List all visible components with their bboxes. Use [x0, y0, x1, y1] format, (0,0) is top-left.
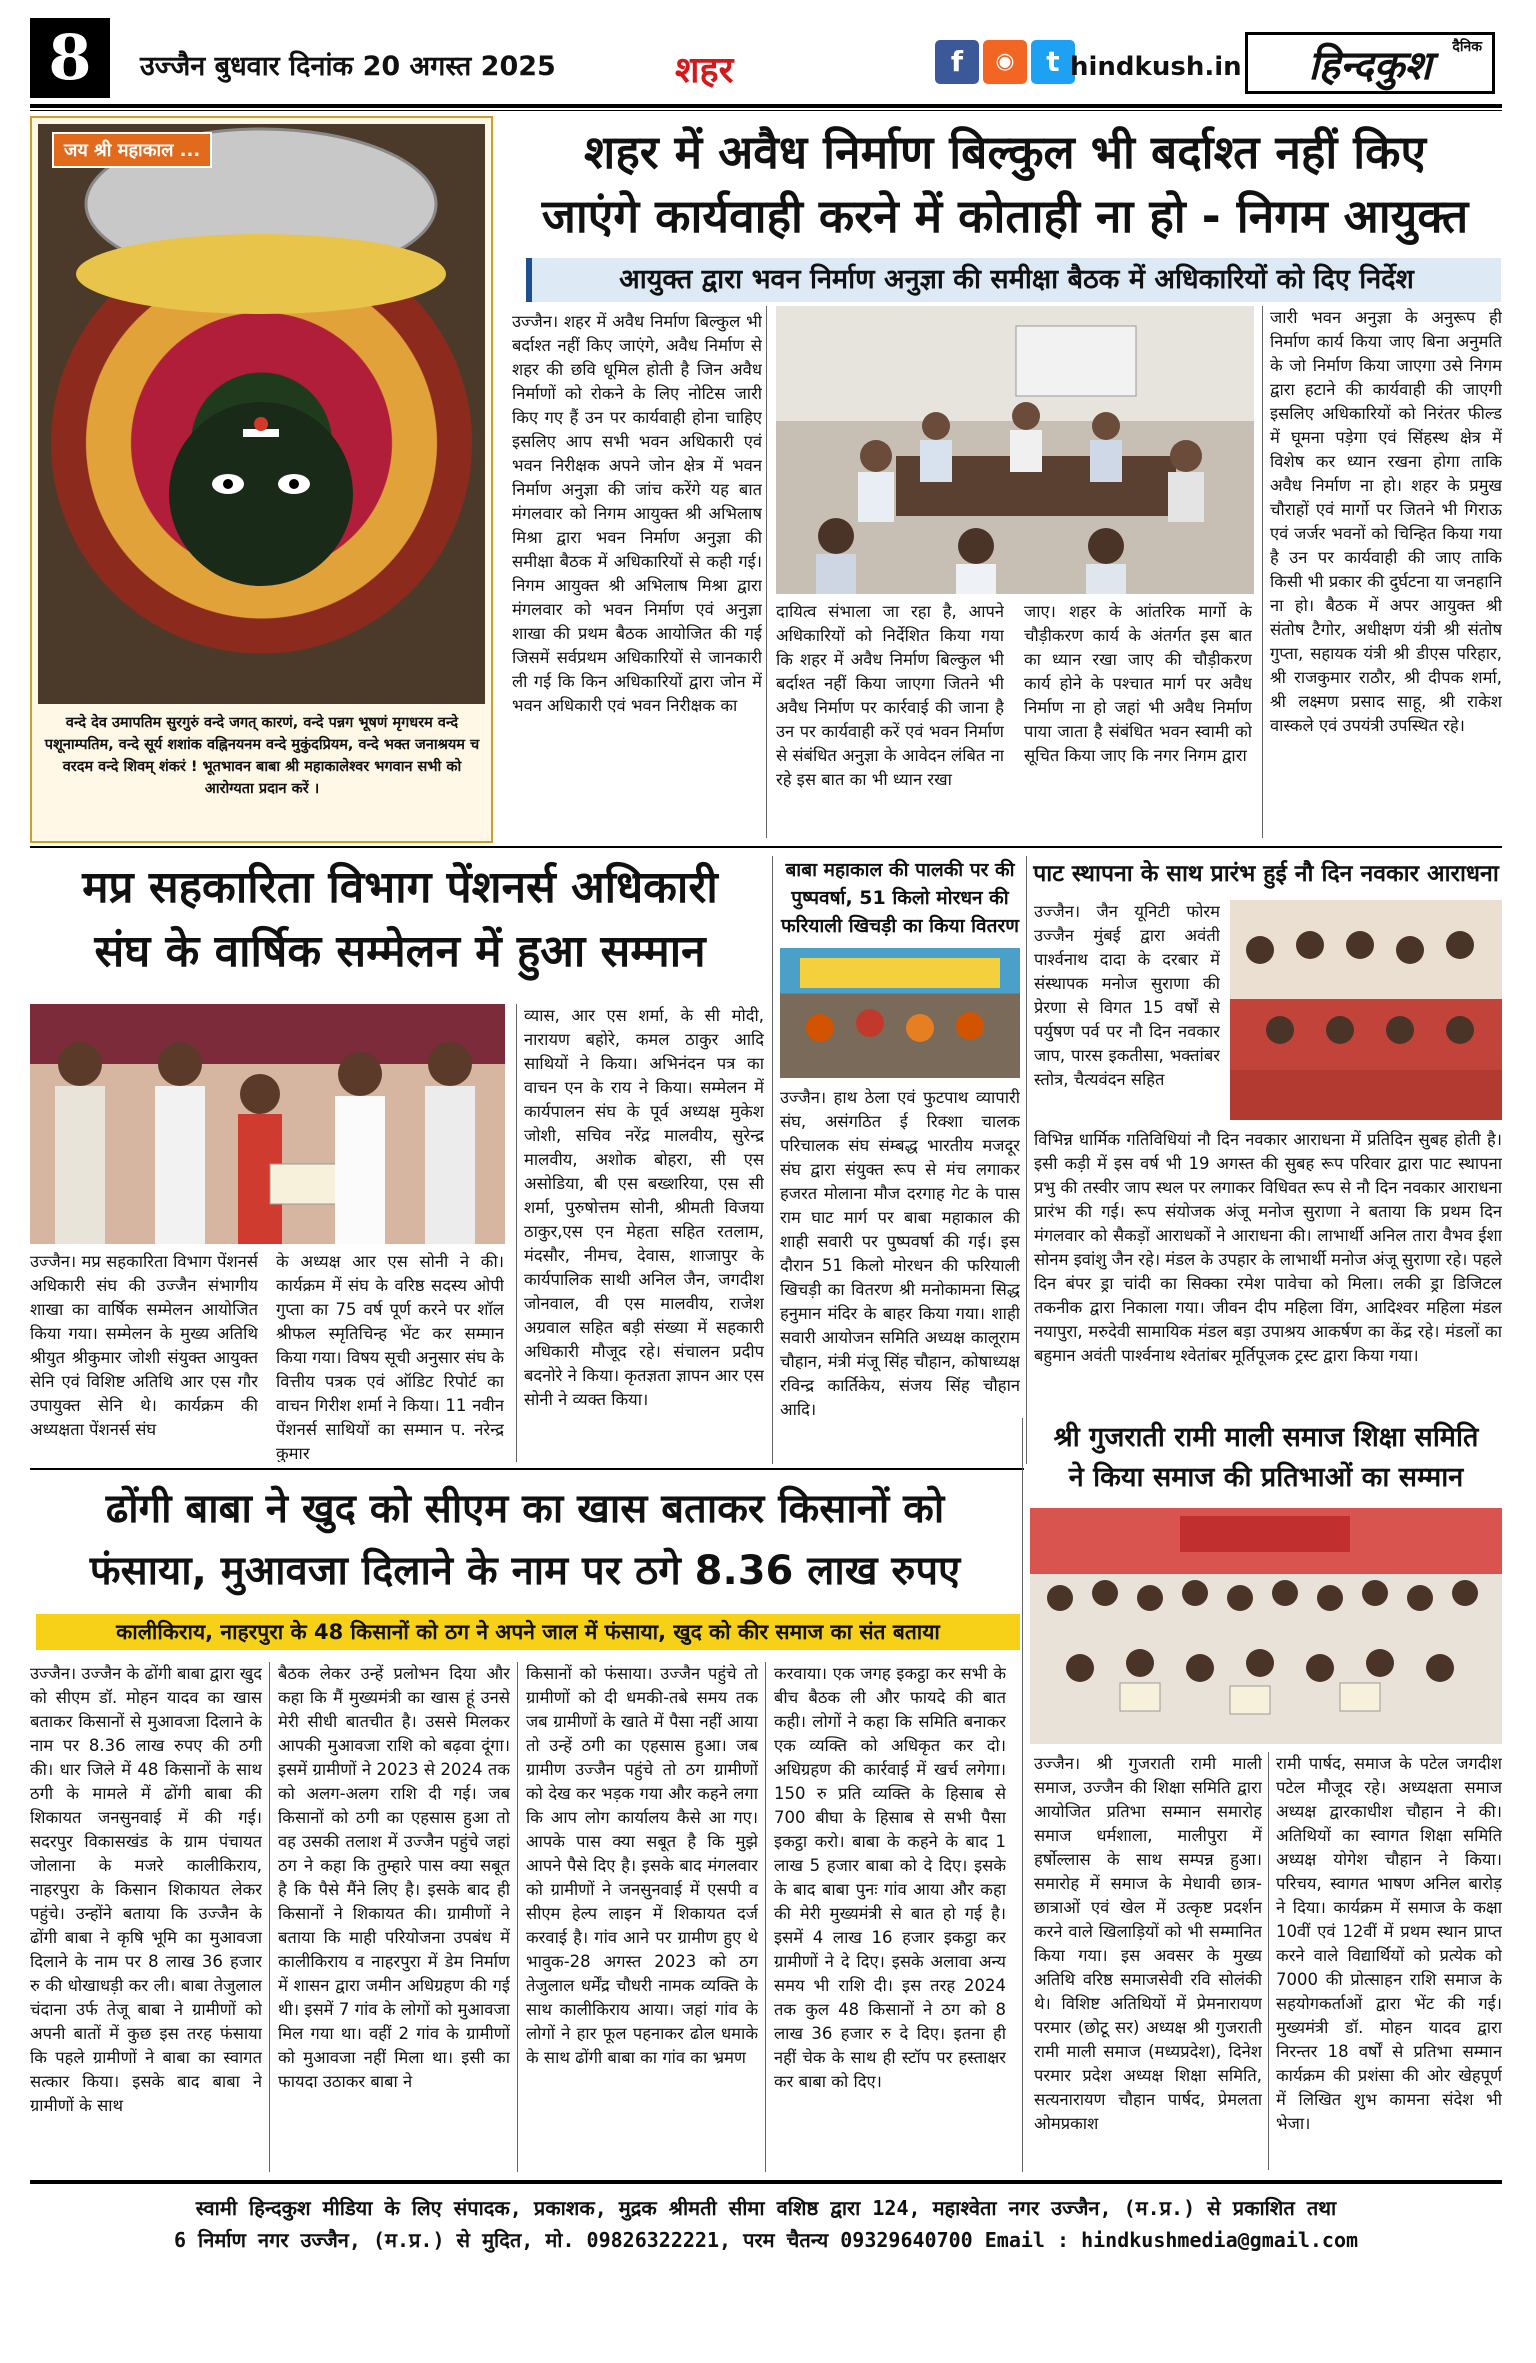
divider	[766, 306, 767, 838]
divider	[1262, 306, 1263, 838]
navkar-body: विभिन्न धार्मिक गतिविधियां नौ दिन नवकार आराधना में प्रतिदिन सुबह होती है। इसी कड़ी में इस वर्ष भी 19 अगस्त की सुबह रूप परिवार द्वारा पाट स्थापना प्रभु की तस्वीर जाप स्थल पर लगाकर विधिवत रूप से नौ दिन नवकार आराधना प्रारंभ की गई। रूप संयोजक अंजू मनोज सुराणा ने बताया कि प्रथम दिन मंगलवार को सैकड़ों आराधकों ने आराधना की। लाभार्थी अनिल तारा वैभव ईशा सोनम इवांशु जैन रहे। मंडल के उपहार के लाभार्थी मनोज अंजू सुराणा रहे। पहले दिन बंपर ड्रा चांदी का सिक्का रमेश पावेचा को मिला। लकी ड्रा डिजिटल तकनीक द्वारा निकाला गया। जीवन दीप महिला विंग, आदिश्वर महिला मंडल नयापुरा, मरुदेवी सामायिक मंडल बड़ा उपाश्रय आकर्षण का केंद्र रहे। मंडलों का बहुमान अवंती पार्श्वनाथ श्वेतांबर मूर्तिपूजक ट्रस्ट द्वारा किया गया।	[1034, 1130, 1502, 1365]
mali-col-1: उज्जैन। श्री गुजराती रामी माली समाज, उज्जैन की शिक्षा समिति द्वारा आयोजित प्रतिभा सम्मान समारोह समाज धर्मशाला, मालीपुरा में हर्षोल्लास के साथ सम्पन्न हुआ। समारोह में समाज के मेधावी छात्र-छात्राओं एवं खेल में उत्कृष्ट प्रदर्शन करने वाले खिलाड़ियों को भी सम्मानित किया गया। इस अवसर के मुख्य अतिथि वरिष्ठ समाजसेवी रवि सोलंकी थे। विशिष्ट अतिथियों में प्रेमनारायण परमार (छोटू सर) अध्यक्ष श्री गुजराती रामी माली समाज (मध्यप्रदेश), दिनेश परमार प्रदेश अध्यक्ष शिक्षा समिति, सत्यनारायण चौहान पार्षद, प्रेमलता ओमप्रकाश	[1034, 1754, 1262, 2133]
pension-photo	[30, 1004, 505, 1244]
baba-col-2: बैठक लेकर उन्हें प्रलोभन दिया और कहा कि मैं मुख्यमंत्री का खास हूं उनसे मेरी सीधी बातचीत है। उससे मिलकर आपकी मुआवजा राशि को बढ़वा दूंगा। इसमें ग्रामीणों ने 2023 से 2024 तक को अलग-अलग राशि दी गई। जब किसानों को ठगी का एहसास हुआ तो वह उसकी तलाश में उज्जैन पहुंचे जहां ठग ने कहा कि तुम्हारे पास क्या सबूत है कि पैसे मैंने लिए है। इसके बाद ही किसानों ने शिकायत की। ग्रामीणों ने बताया कि माही परियोजना उपबंध में कालीकिराय व नाहरपुरा में डेम निर्माण में शासन द्वारा जमीन अधिग्रहण की गई थी। इसमें 7 गांव के लोगों को मुआवजा मिल गया था। वहीं 2 गांव के ग्रामीणों को मुआवजा नहीं मिला था। इसी का फायदा उठाकर बाबा ने	[278, 1664, 510, 2091]
pension-headline-1: मप्र सहकारिता विभाग पेंशनर्स अधिकारी	[82, 862, 718, 913]
section-title: शहर	[675, 50, 734, 91]
meeting-illustration	[776, 306, 1254, 594]
mali-headline-2: ने किया समाज की प्रतिभाओं का सम्मान	[1068, 1462, 1464, 1493]
palki-headline: बाबा महाकाल की पालकी पर की पुष्पवर्षा, 51 किलो मोरधन की फरियाली खिचड़ी का किया वितरण	[781, 859, 1019, 937]
pension-headline-2: संघ के वार्षिक सम्मेलन में हुआ सम्मान	[94, 926, 706, 977]
pension-col-1: उज्जैन। मप्र सहकारिता विभाग पेंशनर्स अधिकारी संघ की उज्जैन संभागीय शाखा का वार्षिक सम्मेलन आयोजित किया गया। सम्मेलन के मुख्य अतिथि श्रीयुत श्रीकुमार जोशी संयुक्त आयुक्त सेनि एवं विशिष्ट अतिथि आर एस गौर उपायुक्त सेनि थे। कार्यक्रम की अध्यक्षता पेंशनर्स संघ	[30, 1252, 258, 1439]
section-rule	[30, 1468, 1024, 1470]
edition-date: उज्जैन बुधवार दिनांक 20 अगस्त 2025	[140, 51, 556, 82]
divider	[517, 1662, 518, 2172]
logo-tagline: दैनिक	[1452, 39, 1482, 55]
footer-line-2: 6 निर्माण नगर उज्जैन, (म.प्र.) से मुदित, मो. 09826322221, परम चैतन्य 09329640700 Email : hindkushmedia@gmail.com	[173, 2228, 1359, 2252]
mahakal-illustration	[38, 124, 485, 704]
mali-photo	[1030, 1508, 1502, 1744]
divider	[1022, 1418, 1023, 2172]
navkar-col-1: उज्जैन। जैन यूनिटी फोरम उज्जैन मुंबई द्वारा अवंती पार्श्वनाथ दादा के दरबार में संस्थापक मनोज सुराणा की प्रेरणा से विगत 15 वर्षों से पर्युषण पर्व पर नौ दिन नवकार जाप, पारस इकतीसा, भक्तांबर स्तोत्र, चैत्यवंदन सहित	[1034, 902, 1220, 1089]
navkar-illustration	[1230, 900, 1502, 1120]
baba-col-1: उज्जैन। उज्जैन के ढोंगी बाबा द्वारा खुद को सीएम डॉ. मोहन यादव का खास बताकर किसानों से मुआवजा दिलाने के नाम पर 8.36 लाख रुपए की ठगी की। धार जिले में 48 किसानों के साथ ठगी के मामले में ढोंगी बाबा की शिकायत जनसुनवाई में की गई। सदरपुर विकासखंड के ग्राम पंचायत जोलाना के मजरे कालीकिराय, नाहरपुरा के किसान शिकायत लेकर पहुंचे। उन्होंने बताया कि उज्जैन के ढोंगी बाबा ने कृषि भूमि का मुआवजा दिलाने के नाम पर 8 लाख 36 हजार रु की धोखाधड़ी कर ली। बाबा तेजुलाल चंदाना उर्फ तेजू बाबा ने ग्रामीणों को अपनी बातों में कुछ इस तरह फंसाया कि पहले ग्रामीणों ने बाबा का स्वागत सत्कार किया। इसके बाद बाबा ने ग्रामीणों के साथ	[30, 1664, 262, 2115]
navkar-headline: पाट स्थापना के साथ प्रारंभ हुई नौ दिन नवकार आराधना	[1033, 861, 1499, 887]
website-link[interactable]: hindkush.in	[1070, 52, 1242, 82]
rss-icon[interactable]: ◉	[983, 40, 1027, 84]
lead-col-4: जारी भवन अनुज्ञा के अनुरूप ही निर्माण कार्य किया जाए बिना अनुमति के जो निर्माण किया जाएगा उसे निगम द्वारा हटाने की कार्यवाही की जाएगी इसलिए अधिकारियों को निरंतर फील्ड में घूमना पड़ेगा एवं सिंहस्थ क्षेत्र में विशेष कर ध्यान रखना होगा ताकि अवैध निर्माण ना हो। शहर के प्रमुख चौराहों एवं मार्गो पर जितने भी गिराऊ एवं जर्जर भवनों को चिन्हित किया गया है उन पर कार्यवाही की जाए ताकि किसी भी प्रकार की दुर्घटना या जनहानि ना हो। बैठक में अपर आयुक्त श्री संतोष टैगोर, अधीक्षण यंत्री श्री संतोष गुप्ता, सहायक यंत्री श्री डीएस परिहार, श्री राजकुमार राठौर, श्री दीपक शर्मा, श्री लक्ष्मण प्रसाद साहू, श्री राकेश वास्कले एवं उपयंत्री उपस्थित रहे।	[1270, 308, 1502, 735]
mali-headline-1: श्री गुजराती रामी माली समाज शिक्षा समिति	[1053, 1422, 1479, 1453]
pension-illustration	[30, 1004, 505, 1244]
divider	[772, 856, 773, 1464]
lead-headline-2: जाएंगे कार्यवाही करने में कोताही ना हो - निगम आयुक्त	[541, 189, 1469, 243]
mali-col-2: रामी पार्षद, समाज के पटेल जगदीश पटेल मौजूद रहे। अध्यक्षता समाज अध्यक्ष द्वारकाधीश चौहान ने की। अतिथियों का स्वागत शिक्षा समिति अध्यक्ष योगेश चौहान ने किया। परिचय, स्वागत भाषण अनिल बारोड़ ने दिया। कार्यक्रम में समाज के कक्षा 10वीं एवं 12वीं में प्रथम स्थान प्राप्त करने वाले विद्यार्थियों को प्रत्येक को 7000 की प्रोत्साहन राशि समाज के सहयोगकर्ताओं द्वारा भेंट की गई। मुख्यमंत्री डॉ. मोहन यादव द्वारा निरन्तर 18 वर्षों से प्रतिभा सम्मान कार्यक्रम की प्रशंसा की ओर खेहपूर्ण में लिखित शुभ कामना संदेश भी भेजा।	[1276, 1754, 1502, 2133]
divider	[765, 1662, 766, 2172]
pension-col-3: व्यास, आर एस शर्मा, के सी मोदी, नारायण बहोरे, कमल ठाकुर आदि साथियों ने किया। अभिनंदन पत्र का वाचन एन के राय ने किया। सम्मेलन में कार्यपालन संघ के पूर्व अध्यक्ष मुकेश जोशी, सचिव नरेंद्र मालवीय, सुरेन्द्र मालवीय, अशोक बोहरा, सी एस असोडिया, बी एस बख्शरिया, एस सी शर्मा, पुरुषोत्तम सोनी, श्रीमती विजया ठाकुर,एस एन मेहता सहित रतलाम, मंदसौर, नीमच, देवास, शाजापुर के कार्यपालिक साथी अनिल जैन, जगदीश जोनवाल, वी एस मालवीय, राजेश अग्रवाल सहित बड़ी संख्या में सहकारी अधिकारी मौजूद रहे। संचालन प्रदीप बदनोरे ने किया। कृतज्ञता ज्ञापन आर एस सोनी ने व्यक्त किया।	[524, 1006, 764, 1409]
baba-subheadline: कालीकिराय, नाहरपुरा के 48 किसानों को ठग ने अपने जाल में फंसाया, खुद को कीर समाज का संत बताया	[36, 1614, 1020, 1650]
section-rule	[30, 846, 1502, 848]
baba-headline-1: ढोंगी बाबा ने खुद को सीएम का खास बताकर किसानों को	[105, 1486, 945, 1532]
pension-col-2: के अध्यक्ष आर एस सोनी ने की। कार्यक्रम में संघ के वरिष्ठ सदस्य ओपी गुप्ता का 75 वर्ष पूर्ण करने पर शॉल श्रीफल स्मृतिचिन्ह भेंट कर सम्मान किया गया। विषय सूची अनुसार संघ के वित्तीय पत्रक एवं ऑडिट रिपोर्ट का वाचन गिरीश शर्मा ने किया। 11 नवीन पेंशनर्स साथियों का सम्मान प. नरेन्द्र कुमार	[276, 1252, 504, 1462]
twitter-icon[interactable]: t	[1031, 40, 1075, 84]
newspaper-logo	[1245, 32, 1495, 94]
footer-rule	[30, 2180, 1502, 2184]
page-number: 8	[30, 18, 110, 98]
divider	[1026, 856, 1027, 1464]
mali-illustration	[1030, 1508, 1502, 1744]
header-rule	[30, 104, 1502, 108]
mahakal-photo	[38, 124, 485, 704]
mahakal-tag: जय श्री महाकाल ...	[52, 132, 212, 168]
divider	[269, 1662, 270, 2172]
baba-col-4: करवाया। एक जगह इकट्ठा कर सभी के बीच बैठक ली और फायदे की बात कही। लोगों ने कहा कि समिति बनाकर एक व्यक्ति को अधिकृत कर दो। अधिग्रहण की कार्रवाई में खर्च लगेगा। 150 रु प्रति व्यक्ति के हिसाब से 700 बीघा के हिसाब से सभी पैसा इकट्ठा करो। बाबा के कहने के बाद 1 लाख 5 हजार बाबा को दे दिए। इसके के बाद बाबा पुनः गांव आया और कहा की मेरी मुख्यमंत्री से बात हो गई है। इसमें 4 लाख 16 हजार इकट्ठा कर ग्रामीणों ने दे दिए। इसके अलावा अन्य समय भी राशि दी। इस तरह 2024 तक कुल 48 किसानों ने ठग को 8 लाख 36 हजार रु दे दिए। इतना ही नहीं चेक के साथ ही स्टॉप पर हस्ताक्षर कर बाबा को दिए।	[774, 1664, 1006, 2091]
palki-photo	[780, 948, 1020, 1078]
baba-headline-2: फंसाया, मुआवजा दिलाने के नाम पर ठगे 8.36 लाख रुपए	[89, 1548, 961, 1594]
header-rule-thin	[30, 110, 1502, 111]
divider	[1268, 1752, 1269, 2170]
mahakal-caption: वन्दे देव उमापतिम सुरगुरुं वन्दे जगत् कारणं, वन्दे पन्नग भूषणं मृगधरम वन्दे पशूनाम्पतिम, वन्दे सूर्य शशांक वह्निनयनम वन्दे मुकुंदप्रियम, वन्दे भक्त जनाश्रयम च वरदम वन्दे शिवम् शंकरं ! भूतभावन बाबा श्री महाकालेश्वर भगवान सभी को आरोग्यता प्रदान करें ।	[44, 715, 480, 797]
logo-text: हिन्दकुश	[1308, 42, 1432, 89]
palki-illustration	[780, 948, 1020, 1078]
divider	[516, 1004, 517, 1462]
lead-col-3: जाए। शहर के आंतरिक मार्गो के चौड़ीकरण कार्य के अंतर्गत इस बात का ध्यान रखा जाए की चौड़ीकरण कार्य होने के पश्चात मार्ग पर अवैध निर्माण ना हो जहां भी अवैध निर्माण पाया जाता है संबंधित भवन स्वामी को सूचित किया जाए कि नगर निगम द्वारा	[1024, 602, 1252, 765]
footer-line-1: स्वामी हिन्दकुश मीडिया के लिए संपादक, प्रकाशक, मुद्रक श्रीमती सीमा वशिष्ठ द्वारा 124, महाश्वेता नगर उज्जैन, (म.प्र.) से प्रकाशित तथा	[195, 2196, 1337, 2220]
mahakal-box	[30, 116, 493, 843]
lead-subheadline: आयुक्त द्वारा भवन निर्माण अनुज्ञा की समीक्षा बैठक में अधिकारियों को दिए निर्देश	[526, 258, 1501, 302]
navkar-photo	[1230, 900, 1502, 1120]
lead-headline-1: शहर में अवैध निर्माण बिल्कुल भी बर्दाश्त नहीं किए	[584, 125, 1426, 179]
baba-col-3: किसानों को फंसाया। उज्जैन पहुंचे तो ग्रामीणों को दी धमकी-तबे समय तक जब ग्रामीणों के खाते में पैसा नहीं आया तो उन्हें ठगी का एहसास हुआ। जब ग्रामीण उज्जैन पहुंचे तो ठग ग्रामीणों को देख कर भड़क गया और कहने लगा कि आप लोग कार्यालय कैसे आ गए। आपके पास क्या सबूत है कि मुझे आपने पैसे दिए है। इसके बाद मंगलवार को ग्रामीणों ने जनसुनवाई में एसपी व सीएम हेल्प लाइन में शिकायत दर्ज करवाई है। गांव आने पर ग्रामीण हुए थे भावुक-28 अगस्त 2023 को ठग तेजुलाल धर्मेंद्र चौधरी नामक व्यक्ति के साथ कालीकिराय आया। जहां गांव के लोगों ने हार फूल पहनाकर ढोल धमाके के साथ ढोंगी बाबा का गांव का भ्रमण	[526, 1664, 758, 2067]
lead-col-2: दायित्व संभाला जा रहा है, आपने अधिकारियों को निर्देशित किया गया कि शहर में अवैध निर्माण बिल्कुल भी बर्दाश्त नहीं किया जाएगा जितने भी अवैध निर्माण पर कार्रवाई की जाना है उन पर कार्यवाही करें एवं भवन निर्माण से संबंधित अनुज्ञा के आवेदन लंबित ना रहे इस बात का भी ध्यान रखा	[776, 602, 1004, 789]
meeting-photo	[776, 306, 1254, 594]
palki-body: उज्जैन। हाथ ठेला एवं फुटपाथ व्यापारी संघ, असंगठित ई रिक्शा चालक परिचालक संघ संम्बद्ध भारतीय मजदूर संघ द्वारा संयुक्त रूप से मंच लगाकर हजरत मोलाना मौज दरगाह गेट के पास राम घाट मार्ग पर बाबा महाकाल की शाही सवारी पर पुष्पवर्षा की गई। इस दौरान 51 किलो मोरधन की फरियाली खिचड़ी का वितरण श्री मनोकामना सिद्ध हनुमान मंदिर के बाहर किया गया। शाही सवारी आयोजन समिति अध्यक्ष कालूराम चौहान, मंत्री मंजू सिंह चौहान, कोषाध्यक्ष रविन्द्र कार्तिकेय, संजय सिंह चौहान आदि।	[780, 1088, 1020, 1419]
facebook-icon[interactable]: f	[935, 40, 979, 84]
lead-col-1: उज्जैन। शहर में अवैध निर्माण बिल्कुल भी बर्दाश्त नहीं किए जाएंगे, अवैध निर्माण से शहर की छवि धूमिल होती है जिन अवैध निर्माणों को रोकने के लिए नोटिस जारी किए गए हैं उन पर कार्यवाही होना चाहिए इसलिए आप सभी भवन अधिकारी एवं भवन निरीक्षक अपने जोन क्षेत्र में भवन निर्माण अनुज्ञा की जांच करेंगे यह बात मंगलवार को निगम आयुक्त श्री अभिलाष मिश्रा द्वारा भवन निर्माण अनुज्ञा की समीक्षा बैठक में अधिकारियों से कही गई। निगम आयुक्त श्री अभिलाष मिश्रा द्वारा मंगलवार को भवन निर्माण एवं अनुज्ञा शाखा की प्रथम बैठक आयोजित की गई जिसमें सर्वप्रथम अधिकारियों से जानकारी ली गई कि किन अधिकारियों द्वारा जोन में भवन अधिकारी एवं भवन निरीक्षक का	[512, 312, 762, 715]
